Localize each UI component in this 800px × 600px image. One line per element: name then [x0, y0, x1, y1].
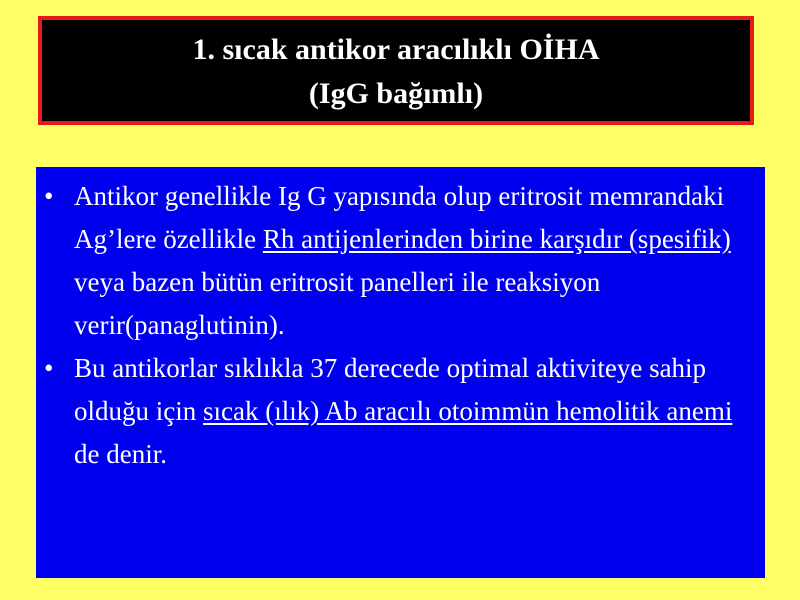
bullet-1-text-start: Antikor genellikle Ig G yapısında olup eritrosit memrandaki Ag’lere özellikle [74, 181, 725, 254]
bullet-icon: • [44, 181, 54, 211]
bullet-item-2 [44, 347, 755, 476]
bullet-2-underlined-text: sıcak (ılık) Ab aracılı otoimmün hemolitik anemi [203, 396, 733, 426]
bullet-2-text-end: de denir. [74, 439, 167, 469]
bullet-2-text-start: Bu antikorlar sıklıkla 37 derecede optimal aktiviteye sahip olduğu için [74, 353, 707, 426]
bullet-item-1 [44, 175, 755, 347]
slide-content-box [36, 167, 765, 578]
slide-title-line-1: 1. sıcak antikor aracılıklı OİHA [192, 33, 600, 66]
bullet-1-underlined-text: Rh antijenlerinden birine karşıdır (spesifik) [262, 224, 731, 254]
slide-title-line-2: (IgG bağımlı) [308, 77, 484, 110]
bullet-1-text-end: veya bazen bütün eritrosit panelleri ile reaksiyon verir(panaglutinin). [74, 267, 601, 340]
bullet-icon: • [44, 353, 54, 383]
slide-title-box [38, 16, 754, 125]
